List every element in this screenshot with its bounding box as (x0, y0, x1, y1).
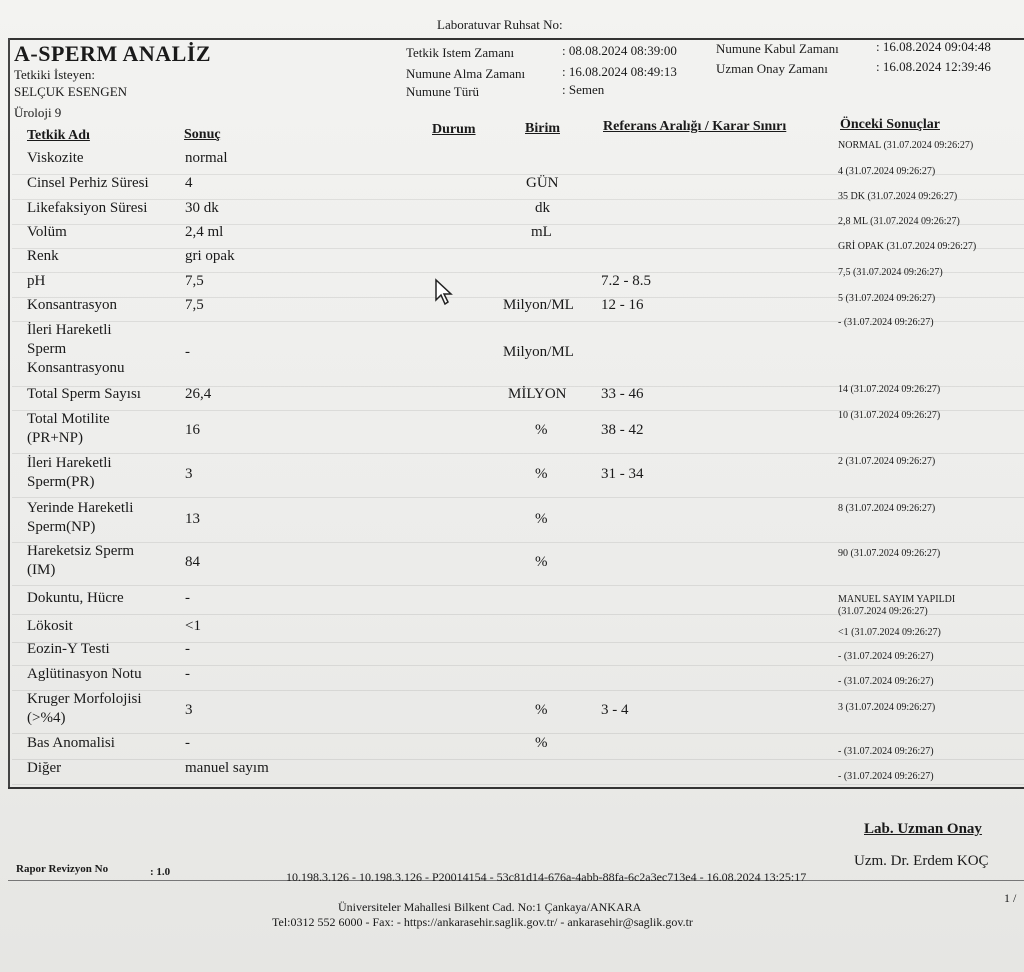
test-name: Likefaksiyon Süresi (27, 200, 148, 216)
result-value: 4 (185, 175, 193, 191)
row-divider (12, 642, 1024, 643)
test-name: Konsantrasyonu (27, 360, 125, 376)
requester-label: Tetkiki İsteyen: (14, 67, 96, 82)
unit-value: MİLYON (508, 386, 567, 402)
previous-result: 90 (31.07.2024 09:26:27) (838, 548, 941, 559)
previous-result: 8 (31.07.2024 09:26:27) (838, 503, 936, 514)
approval-title: Lab. Uzman Onay (864, 821, 982, 837)
previous-result-date: (31.07.2024 09:26:27) (838, 606, 928, 617)
reference-range: 7.2 - 8.5 (601, 273, 651, 289)
previous-result: - (31.07.2024 09:26:27) (838, 651, 934, 662)
approval-time: : 16.08.2024 12:39:46 (876, 59, 991, 74)
page-title: A-SPERM ANALİZ (14, 41, 212, 66)
address: Üniversiteler Mahallesi Bilkent Cad. No:1 Çankaya/ANKARA (338, 900, 642, 914)
test-name: Sperm (27, 341, 67, 357)
test-name: Viskozite (27, 150, 84, 166)
result-value: 13 (185, 511, 200, 527)
sample-type-label: Numune Türü (406, 84, 480, 99)
test-name: Total Motilite (27, 411, 110, 427)
row-divider (12, 784, 1024, 785)
test-name: Sperm(PR) (27, 474, 95, 490)
result-value: 2,4 ml (185, 224, 224, 240)
test-name: Bas Anomalisi (27, 735, 115, 751)
row-divider (12, 453, 1024, 454)
unit-value: Milyon/ML (503, 297, 574, 313)
previous-result: MANUEL SAYIM YAPILDI (838, 594, 956, 605)
previous-result: 5 (31.07.2024 09:26:27) (838, 293, 936, 304)
col-header-result: Sonuç (184, 127, 221, 142)
previous-result: - (31.07.2024 09:26:27) (838, 676, 934, 687)
revision-value: : 1.0 (150, 866, 171, 878)
result-value: - (185, 344, 190, 360)
revision-label: Rapor Revizyon No (16, 863, 109, 875)
left-border (8, 38, 10, 788)
previous-result: 35 DK (31.07.2024 09:26:27) (838, 191, 958, 202)
sample-time-label: Numune Alma Zamanı (406, 66, 526, 81)
previous-result: - (31.07.2024 09:26:27) (838, 317, 934, 328)
test-name: Volüm (27, 224, 67, 240)
result-value: 84 (185, 554, 200, 570)
mouse-cursor-icon (434, 278, 454, 306)
reference-range: 31 - 34 (601, 466, 644, 482)
request-time-label: Tetkik Istem Zamanı (406, 45, 515, 60)
approval-time-label: Uzman Onay Zamanı (716, 61, 828, 76)
result-value: manuel sayım (185, 760, 269, 776)
row-divider (12, 585, 1024, 586)
previous-result: GRİ OPAK (31.07.2024 09:26:27) (838, 241, 977, 252)
previous-result: - (31.07.2024 09:26:27) (838, 771, 934, 782)
previous-result: 2,8 ML (31.07.2024 09:26:27) (838, 216, 960, 227)
test-name: İleri Hareketli (27, 455, 112, 471)
test-name: (>%4) (27, 710, 66, 726)
row-divider (12, 497, 1024, 498)
result-value: 7,5 (185, 273, 204, 289)
unit-value: % (535, 511, 548, 527)
top-divider (8, 38, 1024, 40)
result-value: - (185, 735, 190, 751)
sample-type: : Semen (562, 82, 605, 97)
test-name: (IM) (27, 562, 56, 578)
row-divider (12, 665, 1024, 666)
test-name: Cinsel Perhiz Süresi (27, 175, 149, 191)
row-divider (12, 759, 1024, 760)
unit-value: % (535, 466, 548, 482)
previous-result: 14 (31.07.2024 09:26:27) (838, 384, 941, 395)
approving-doctor: Uzm. Dr. Erdem KOÇ (854, 853, 989, 869)
test-name: Total Sperm Sayısı (27, 386, 141, 402)
result-value: gri opak (185, 248, 235, 264)
test-name: Renk (27, 248, 59, 264)
previous-result: 7,5 (31.07.2024 09:26:27) (838, 267, 943, 278)
test-name: Sperm(NP) (27, 519, 96, 535)
result-value: 26,4 (185, 386, 212, 402)
test-name: Lökosit (27, 618, 73, 634)
previous-result: 2 (31.07.2024 09:26:27) (838, 456, 936, 467)
accept-time: : 16.08.2024 09:04:48 (876, 39, 991, 54)
test-name: Hareketsiz Sperm (27, 543, 135, 559)
result-value: 30 dk (185, 200, 219, 216)
test-name: Dokuntu, Hücre (27, 590, 124, 606)
patient-name: SELÇUK ESENGEN (14, 84, 128, 99)
reference-range: 33 - 46 (601, 386, 644, 402)
row-divider (12, 690, 1024, 691)
col-header-previous: Önceki Sonuçlar (840, 117, 940, 132)
test-name: Eozin-Y Testi (27, 641, 110, 657)
unit-value: % (535, 735, 548, 751)
unit-value: Milyon/ML (503, 344, 574, 360)
accept-time-label: Numune Kabul Zamanı (716, 41, 839, 56)
col-header-status: Durum (432, 122, 476, 137)
sample-time: : 16.08.2024 08:49:13 (562, 64, 677, 79)
reference-range: 3 - 4 (601, 702, 629, 718)
row-divider (12, 733, 1024, 734)
previous-result: 3 (31.07.2024 09:26:27) (838, 702, 936, 713)
test-name: Kruger Morfolojisi (27, 691, 142, 707)
test-name: Konsantrasyon (27, 297, 117, 313)
unit-value: % (535, 554, 548, 570)
test-name: pH (27, 273, 46, 289)
col-header-reference: Referans Aralığı / Karar Sınırı (603, 119, 787, 134)
bottom-divider (8, 787, 1024, 789)
col-header-name: Tetkik Adı (27, 128, 90, 143)
result-value: normal (185, 150, 228, 166)
reference-range: 12 - 16 (601, 297, 644, 313)
unit-value: GÜN (526, 175, 559, 191)
result-value: - (185, 641, 190, 657)
unit-value: % (535, 702, 548, 718)
department: Üroloji 9 (14, 105, 62, 120)
test-name: Diğer (27, 760, 62, 776)
unit-value: % (535, 422, 548, 438)
previous-result: NORMAL (31.07.2024 09:26:27) (838, 140, 974, 151)
test-name: Aglütinasyon Notu (27, 666, 142, 682)
result-value: 3 (185, 702, 193, 718)
result-value: <1 (185, 618, 201, 634)
request-time: : 08.08.2024 08:39:00 (562, 43, 677, 58)
result-value: 7,5 (185, 297, 204, 313)
test-name: İleri Hareketli (27, 322, 112, 338)
result-value: 3 (185, 466, 193, 482)
page-number: 1 / (1004, 891, 1017, 905)
col-header-unit: Birim (525, 121, 560, 136)
reference-range: 38 - 42 (601, 422, 644, 438)
previous-result: <1 (31.07.2024 09:26:27) (838, 627, 941, 638)
row-divider (12, 542, 1024, 543)
previous-result: 10 (31.07.2024 09:26:27) (838, 410, 941, 421)
previous-result: - (31.07.2024 09:26:27) (838, 746, 934, 757)
test-name: (PR+NP) (27, 430, 83, 446)
previous-result: 4 (31.07.2024 09:26:27) (838, 166, 936, 177)
result-value: - (185, 666, 190, 682)
result-value: 16 (185, 422, 200, 438)
result-value: - (185, 590, 190, 606)
lab-license: Laboratuvar Ruhsat No: (437, 17, 563, 32)
unit-value: dk (535, 200, 550, 216)
test-name: Yerinde Hareketli (27, 500, 134, 516)
trace-id: 10.198.3.126 - 10.198.3.126 - P20014154 - 53c81d14-676a-4abb-88fa-6c2a3ec713e4 - 16.08.2024 13:25:17 (286, 870, 807, 884)
contact-info: Tel:0312 552 6000 - Fax: - https://ankarasehir.saglik.gov.tr/ - ankarasehir@saglik.gov.tr (272, 915, 693, 929)
unit-value: mL (531, 224, 552, 240)
